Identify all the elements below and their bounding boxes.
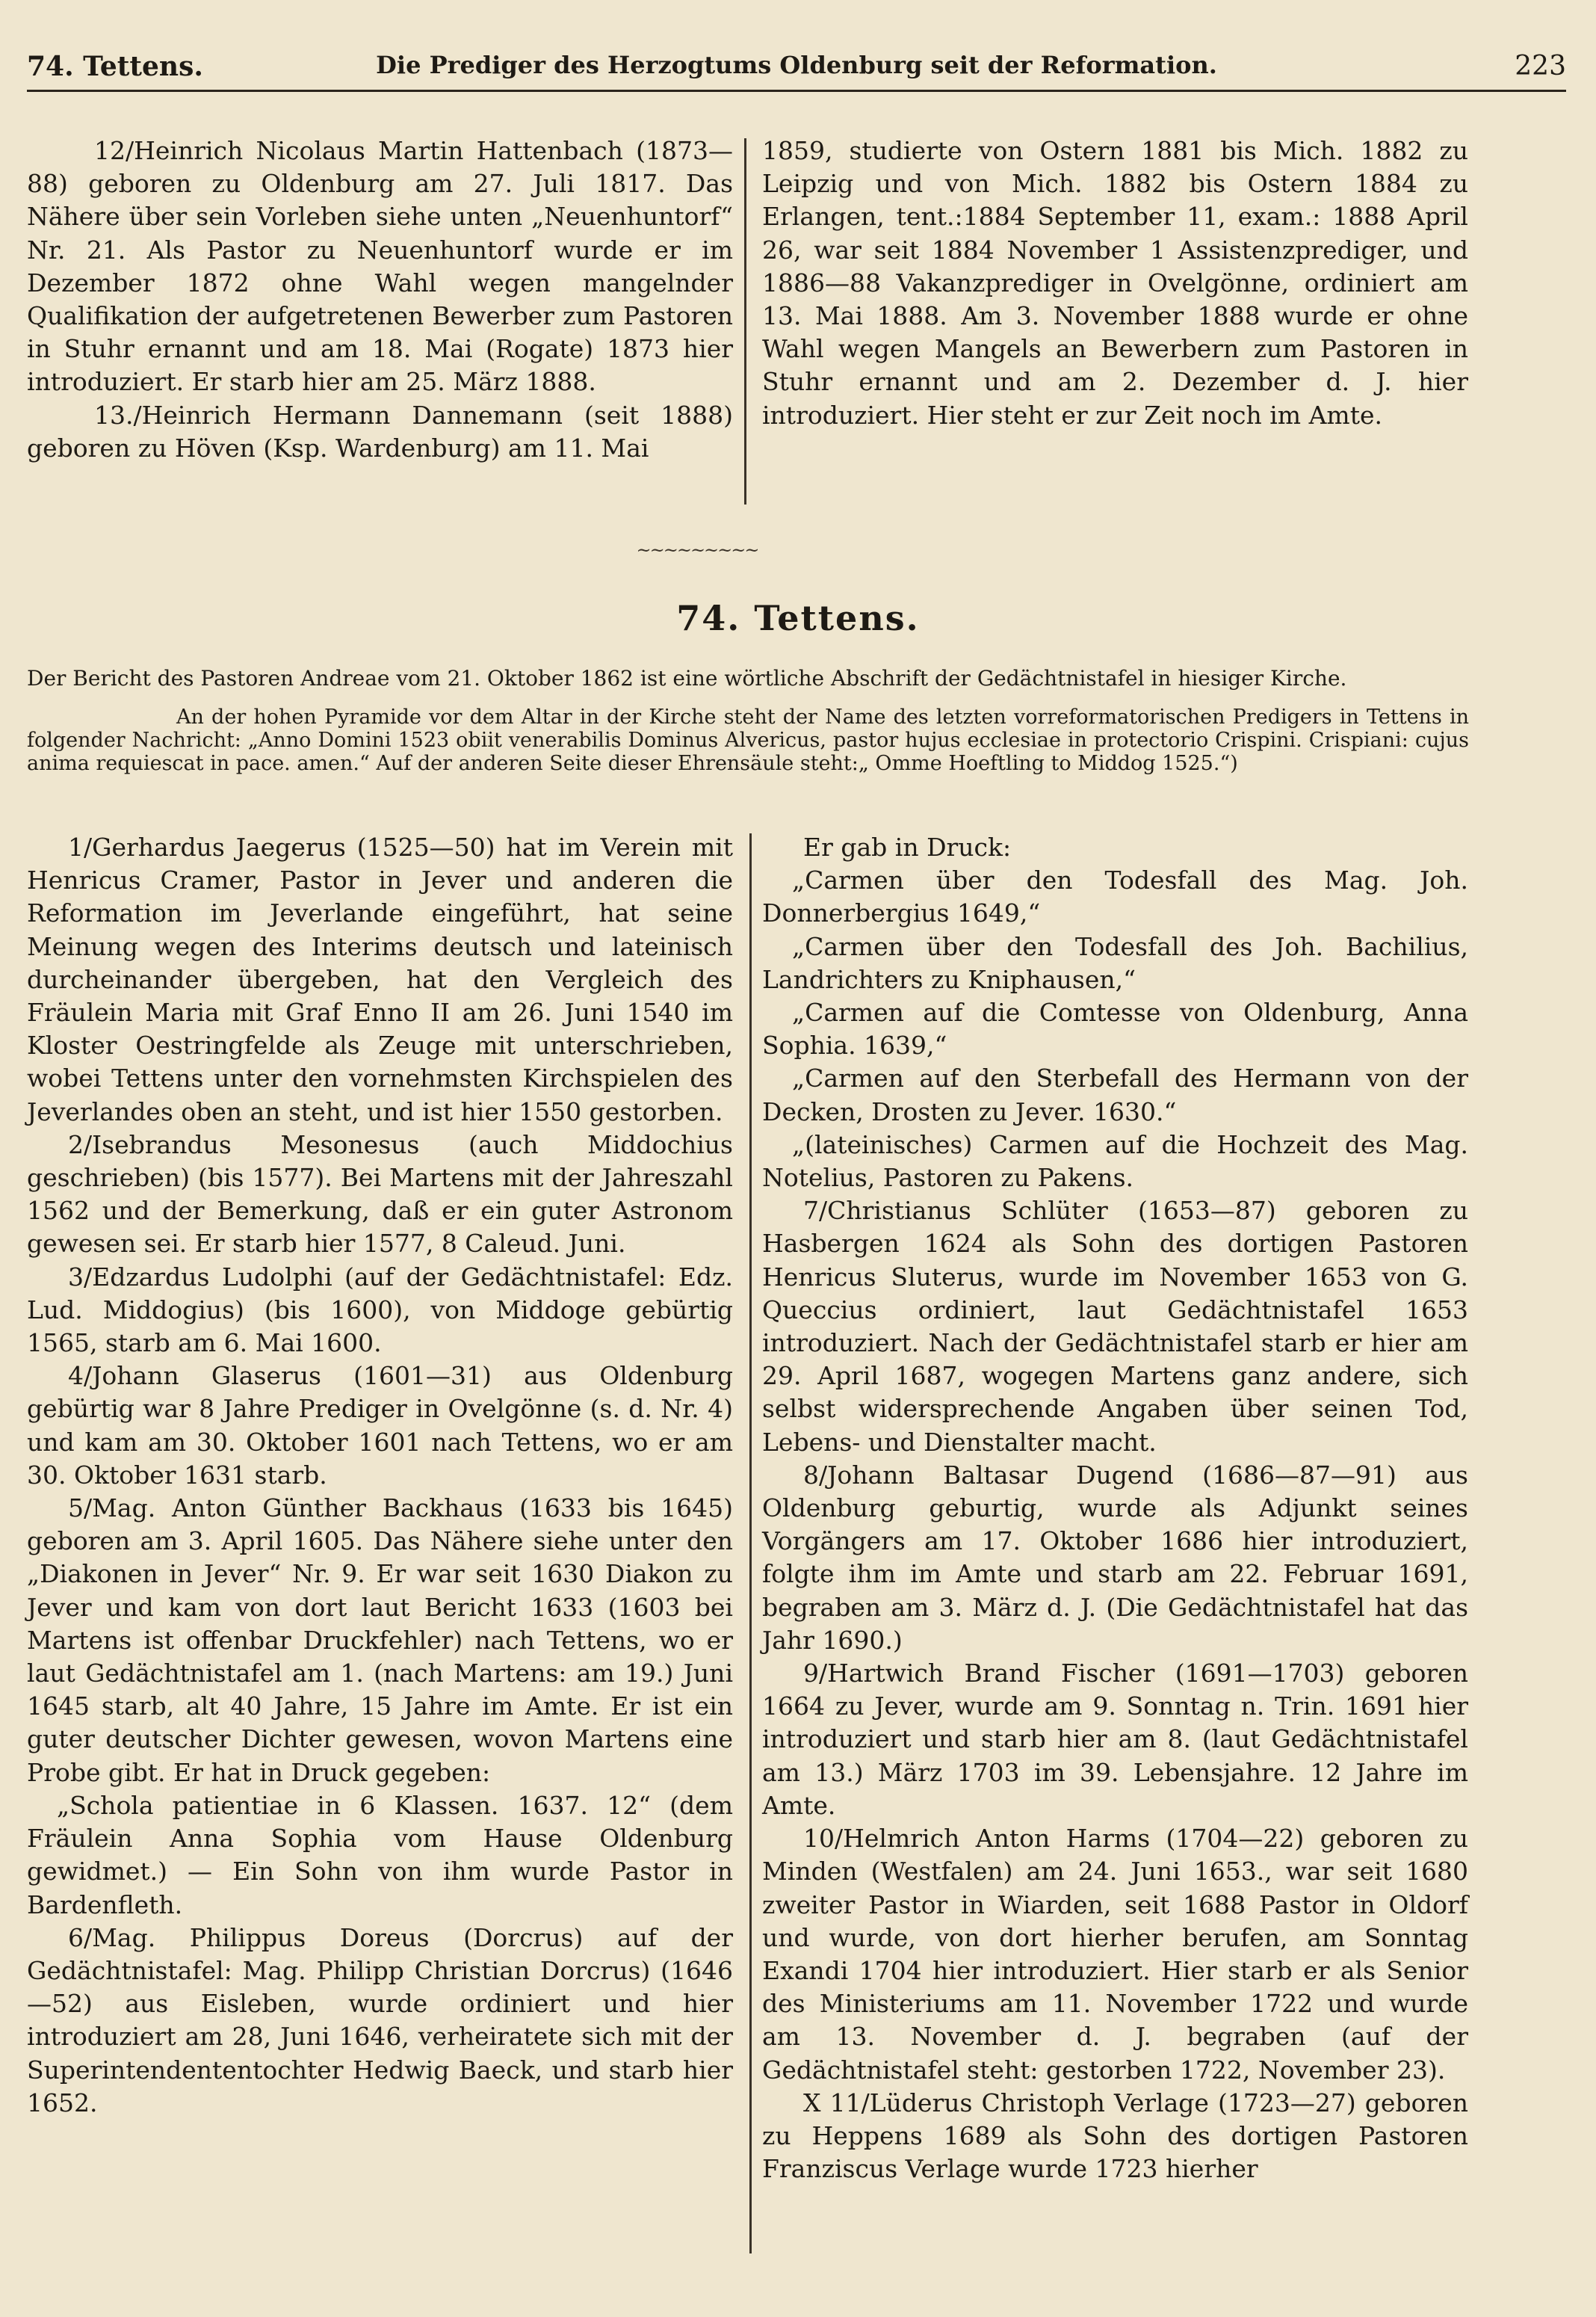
citation-line: „(lateinisches) Carmen auf die Hochzeit des Mag. Notelius, Pastoren zu Pakens. [762, 1129, 1468, 1193]
entry-paragraph: X 11/Lüderus Christoph Verlage (1723—27) geboren zu Heppens 1689 als Sohn des dortigen Pastoren Franziscus Verlage wurde 1723 hierher [762, 2088, 1468, 2184]
paragraph: 1859, studierte von Ostern 1881 bis Mich. 1882 zu Leipzig und von Mich. 1882 bis Ostern 1884 zu Erlangen, tent.:1884 September 11, exam.: 1888 April 26, war seit 1884 November 1 Assistenzprediger, und 1886—88 Vakanzprediger in Ovelgönne, ordiniert am 13. Mai 1888. Am 3. November 1888 wurde er ohne Wahl wegen Mangels an Bewerbern zum Pastoren in Stuhr ernannt und am 2. Dezember d. J. hier introduziert. Hier steht er zur Zeit noch im Amte. [762, 136, 1468, 430]
intro-report-note: Der Bericht des Pastoren Andreae vom 21. Oktober 1862 ist eine wörtliche Abschrift der Gedächtnistafel in hiesiger Kirche. [27, 666, 1347, 691]
header-book-title: Die Prediger des Herzogtums Oldenburg seit der Reformation. [376, 51, 1217, 79]
entry-paragraph: 9/Hartwich Brand Fischer (1691—1703) geboren 1664 zu Jever, wurde am 9. Sonntag n. Trin. 1691 hier introduziert und starb hier am 8. (laut Gedächtnistafel am 13.) März 1703 im 39. Lebensjahre. 12 Jahre im Amte. [762, 1659, 1468, 1820]
entry-paragraph: 4/Johann Glaserus (1601—31) aus Oldenburg gebürtig war 8 Jahre Prediger in Ovelgönne (s. d. Nr. 4) und kam am 30. Oktober 1601 nach Tettens, wo er am 30. Oktober 1631 starb. [27, 1361, 733, 1490]
entry-paragraph: 7/Christianus Schlüter (1653—87) geboren zu Hasbergen 1624 als Sohn des dortigen Pastoren Henricus Sluterus, wurde im November 1653 von G. Queccius ordiniert, laut Gedächtnistafel 1653 introduziert. Nach der Gedächtnistafel starb er hier am 29. April 1687, wogegen Martens ganz andere, sich selbst widersprechende Angaben über seinen Tod, Lebens- und Dienstalter macht. [762, 1196, 1468, 1457]
entry-paragraph: 5/Mag. Anton Günther Backhaus (1633 bis 1645) geboren am 3. April 1605. Das Nähere siehe unter den „Diakonen in Jever“ Nr. 9. Er war seit 1630 Diakon zu Jever und kam von dort laut Bericht 1633 (1603 bei Martens ist offenbar Druckfehler) nach Tettens, wo er laut Gedächtnistafel am 1. (nach Martens: am 19.) Juni 1645 starb, alt 40 Jahre, 15 Jahre im Amte. Er ist ein guter deutscher Dichter gewesen, wovon Martens eine Probe gibt. Er hat in Druck gegeben: [27, 1493, 733, 1787]
entry-paragraph: 10/Helmrich Anton Harms (1704—22) geboren zu Minden (Westfalen) am 24. Juni 1653., war seit 1680 zweiter Pastor in Wiarden, seit 1688 Pastor in Oldorf und wurde, von dort hierher berufen, am Sonntag Exandi 1704 hier introduziert. Hier starb er als Senior des Ministeriums am 11. November 1722 und wurde am 13. November d. J. begraben (auf der Gedächtnistafel steht: gestorben 1722, November 23). [762, 1824, 1468, 2085]
citation-line: „Carmen auf den Sterbefall des Hermann von der Decken, Drosten zu Jever. 1630.“ [762, 1064, 1468, 1126]
paragraph: 13./Heinrich Hermann Dannemann (seit 1888) geboren zu Höven (Ksp. Wardenburg) am 11. Mai [27, 400, 733, 463]
column-divider [749, 833, 752, 2253]
page-number: 223 [1515, 51, 1566, 81]
citation-line: „Carmen auf die Comtesse von Oldenburg, Anna Sophia. 1639,“ [762, 998, 1468, 1061]
entry-paragraph: 1/Gerhardus Jaegerus (1525—50) hat im Verein mit Henricus Cramer, Pastor in Jever und anderen die Reformation im Jeverlande eingeführt, hat seine Meinung wegen des Interims deutsch und lateinisch durcheinander übergeben, hat den Vergleich des Fräulein Maria mit Graf Enno II am 26. Juni 1540 im Kloster Oestringfelde als Zeuge mit unterschrieben, wobei Tettens unter den vornehmsten Kirchspielen des Jeverlandes oben an steht, und ist hier 1550 gestorben. [27, 833, 733, 1126]
intro-inscription-note: An der hohen Pyramide vor dem Altar in der Kirche steht der Name des letzten vorreformatorischen Predigers in Tettens in folgender Nachricht: „Anno Domini 1523 obiit venerabilis Dominus Alvericus, pastor hujus ecclesiae in protectorio Crispini. Crispiani: cujus anima requiescat in pace. amen.“ Auf der anderen Seite dieser Ehrensäule steht:„ Omme Hoeftling to Middog 1525.“) [27, 706, 1469, 775]
top-left-column [27, 135, 733, 465]
entry-paragraph: 2/Isebrandus Mesonesus (auch Middochius geschrieben) (bis 1577). Bei Martens mit der Jahreszahl 1562 und der Bemerkung, daß er ein guter Astronom gewesen sei. Er starb hier 1577, 8 Caleud. Juni. [27, 1129, 733, 1259]
citation-line: „Carmen über den Todesfall des Mag. Joh. Donnerbergius 1649,“ [762, 866, 1468, 928]
citation-paragraph: „Schola patientiae in 6 Klassen. 1637. 12“ (dem Fräulein Anna Sophia vom Hause Oldenburg gewidmet.) — Ein Sohn von ihm wurde Pastor in Bardenfleth. [27, 1790, 733, 1919]
entry-paragraph: 3/Edzardus Ludolphi (auf der Gedächtnistafel: Edz. Lud. Middogius) (bis 1600), von Middoge gebürtig 1565, starb am 6. Mai 1600. [27, 1262, 733, 1358]
section-title: 74. Tettens. [676, 598, 920, 638]
entry-paragraph: 8/Johann Baltasar Dugend (1686—87—91) aus Oldenburg geburtig, wurde als Adjunkt seines Vorgängers am 17. Oktober 1686 hier introduziert, folgte ihm im Amte und starb am 22. Februar 1691, begraben am 3. März d. J. (Die Gedächtnistafel hat das Jahr 1690.) [762, 1460, 1468, 1655]
bottom-left-column [27, 831, 733, 2120]
top-right-column [762, 135, 1468, 432]
bottom-right-column [762, 831, 1468, 2185]
column-divider [744, 138, 746, 505]
citation-line: „Carmen über den Todesfall des Joh. Bachilius, Landrichters zu Kniphausen,“ [762, 931, 1468, 994]
paragraph: 12/Heinrich Nicolaus Martin Hattenbach (1873—88) geboren zu Oldenburg am 27. Juli 1817. Das Nähere über sein Vorleben siehe unten „Neuenhuntorf“ Nr. 21. Als Pastor zu Neuenhuntorf wurde er im Dezember 1872 ohne Wahl wegen mangelnder Qualifikation der aufgetretenen Bewerber zum Pastoren in Stuhr ernannt und am 18. Mai (Rogate) 1873 hier introduziert. Er starb hier am 25. März 1888. [27, 136, 733, 397]
section-ornament: ~~~~~~~~~ [636, 540, 758, 561]
header-section-label: 74. Tettens. [27, 51, 203, 82]
paragraph: Er gab in Druck: [803, 833, 1012, 862]
running-header [27, 45, 1566, 92]
entry-paragraph: 6/Mag. Philippus Doreus (Dorcrus) auf der Gedächtnistafel: Mag. Philipp Christian Dorcrus) (1646—52) aus Eisleben, wurde ordiniert und hier introduziert am 28, Juni 1646, verheiratete sich mit der Superintendententochter Hedwig Baeck, und starb hier 1652. [27, 1922, 733, 2117]
